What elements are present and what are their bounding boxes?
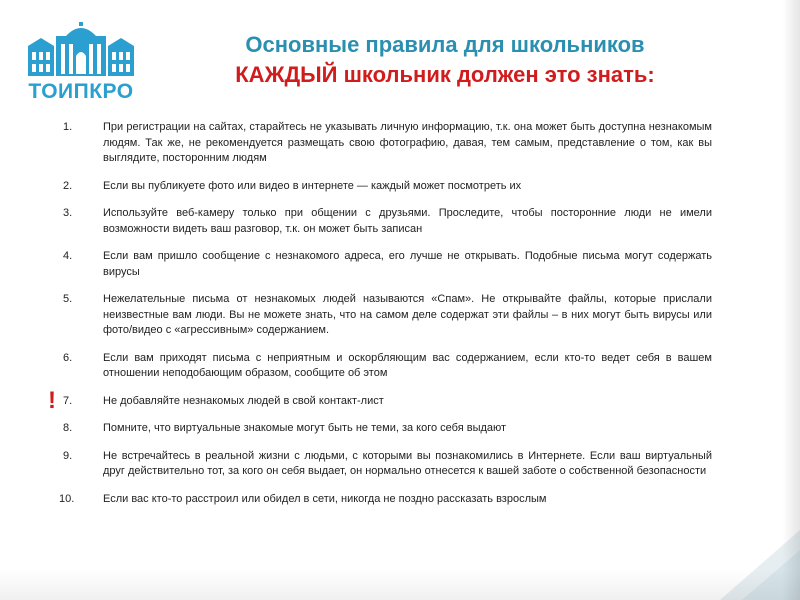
- title-line-2: КАЖДЫЙ школьник должен это знать:: [235, 62, 655, 87]
- rule-text: Помните, что виртуальные знакомые могут быть не теми, за кого себя выдают: [103, 422, 507, 434]
- rule-text: Не встречайтесь в реальной жизни с людьми, с которыми вы познакомились в Интернете. Если ваш виртуальный друг действительно тот, за кого он себя выдает, он нормально отнесется к вашей заботе о собственной безопасности: [103, 449, 712, 477]
- rule-item-1: [50, 120, 712, 167]
- rule-number: 8.: [63, 422, 73, 434]
- rule-number: 2.: [63, 179, 73, 192]
- rule-text: Если вас кто-то расстроил или обидел в сети, никогда не поздно рассказать взрослым: [103, 492, 547, 505]
- rule-text: Если вы публикуете фото или видео в интернете — каждый может посмотреть их: [103, 179, 522, 192]
- rule-number: 6.: [63, 351, 73, 364]
- rule-number: 4.: [63, 250, 73, 262]
- rule-item-4: [50, 249, 712, 280]
- rule-text: Не добавляйте незнакомых людей в свой контакт-лист: [103, 394, 384, 407]
- rule-item-6: [50, 351, 712, 382]
- title-line-1: Основные правила для школьников: [245, 32, 645, 57]
- rule-item-9: [50, 449, 712, 480]
- warning-mark: !: [48, 386, 56, 414]
- slide-shadow-right: [782, 0, 800, 600]
- slide-shadow-bottom: [0, 570, 800, 600]
- rule-text: Если вам приходят письма с неприятным и оскорбляющим вас содержанием, если кто-то ведет себя в вашем отношении неподобающим образом, сообщите об этом: [103, 351, 712, 379]
- logo: [22, 22, 140, 104]
- rule-number: 5.: [63, 293, 73, 305]
- rule-text: Если вам пришло сообщение с незнакомого адреса, его лучше не открывать. Подобные письма могут содержать вирусы: [103, 250, 712, 278]
- rule-item-10: [50, 492, 712, 508]
- rule-item-7: [48, 386, 712, 414]
- rule-text: Используйте веб-камеру только при общении с друзьями. Проследите, чтобы посторонние люди не имели возможности видеть ваш разговор, т.к. он может быть записан: [103, 207, 712, 235]
- rule-item-5: [50, 292, 712, 339]
- rules-list: [50, 120, 712, 507]
- rule-number: 1.: [63, 121, 73, 133]
- rule-item-2: [50, 179, 712, 195]
- rule-number: 3.: [63, 207, 73, 219]
- rule-number: 9.: [63, 449, 73, 462]
- rule-text: При регистрации на сайтах, старайтесь не указывать личную информацию, т.к. она может быть доступна незнакомым людям. Так же, не рекомендуется размещать свою фотографию, давая, тем самым, представление о том, как вы выглядите, посторонним людям: [103, 121, 712, 164]
- rule-text: Нежелательные письма от незнакомых людей называются «Спам». Не открывайте файлы, которые прислали неизвестные вам люди. Вы не можете знать, что на самом деле содержат эти файлы – в них могут быть вирусы или фото/видео с «агрессивным» содержанием.: [103, 293, 712, 336]
- page-title: [150, 30, 740, 90]
- building-icon: [22, 22, 140, 80]
- logo-text: ТОИПКРО: [28, 80, 134, 103]
- rule-item-8: [50, 421, 712, 437]
- rule-item-3: [50, 206, 712, 237]
- rule-number: 7.: [63, 394, 73, 407]
- rule-number: 10.: [59, 492, 75, 505]
